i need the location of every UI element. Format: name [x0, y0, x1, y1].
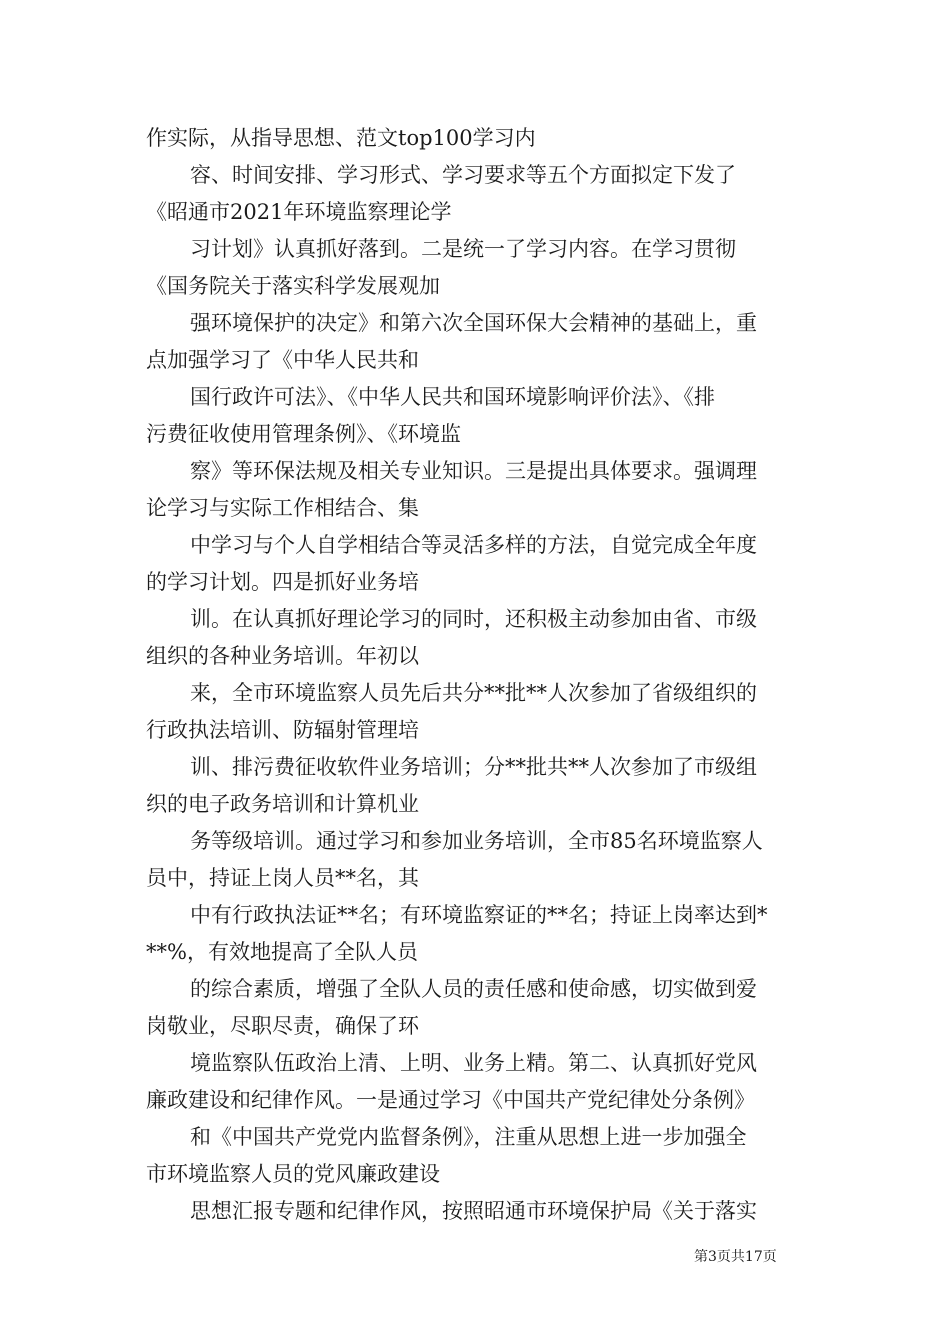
text-line: 习计划》认真抓好落到。二是统一了学习内容。在学习贯彻: [190, 237, 736, 261]
text-line: 岗敬业，尽职尽责，确保了环: [146, 1014, 419, 1038]
text-line: 的学习计划。四是抓好业务培: [146, 570, 419, 594]
text-line: 容、时间安排、学习形式、学习要求等五个方面拟定下发了: [190, 163, 736, 187]
text-line: 的综合素质，增强了全队人员的责任感和使命感，切实做到爱: [190, 977, 757, 1001]
text-line: 强环境保护的决定》和第六次全国环保大会精神的基础上，重: [190, 311, 757, 335]
text-line: 国行政许可法》、《中华人民共和国环境影响评价法》、《排: [190, 385, 715, 409]
text-line: **%，有效地提高了全队人员: [146, 940, 418, 964]
text-line: 察》等环保法规及相关专业知识。三是提出具体要求。强调理: [190, 459, 757, 483]
text-line: 织的电子政务培训和计算机业: [146, 792, 419, 816]
text-line: 《国务院关于落实科学发展观加: [146, 274, 440, 298]
page-number-footer: 第3页共17页: [694, 1249, 777, 1265]
text-line: 员中，持证上岗人员**名，其: [146, 866, 419, 890]
text-line: 思想汇报专题和纪律作风，按照昭通市环境保护局《关于落实: [190, 1199, 757, 1223]
text-line: 务等级培训。通过学习和参加业务培训，全市85名环境监察人: [190, 829, 763, 853]
text-line: 点加强学习了《中华人民共和: [146, 348, 419, 372]
text-line: 市环境监察人员的党风廉政建设: [146, 1162, 440, 1186]
text-line: 组织的各种业务培训。年初以: [146, 644, 419, 668]
text-line: 作实际，从指导思想、范文top100学习内: [146, 126, 536, 150]
text-line: 训、排污费征收软件业务培训；分**批共**人次参加了市级组: [190, 755, 757, 779]
text-line: 污费征收使用管理条例》、《环境监: [146, 422, 461, 446]
text-line: 《昭通市2021年环境监察理论学: [146, 200, 452, 224]
body-text: [146, 120, 826, 1230]
text-line: 和《中国共产党党内监督条例》，注重从思想上进一步加强全: [190, 1125, 747, 1149]
text-line: 来，全市环境监察人员先后共分**批**人次参加了省级组织的: [190, 681, 757, 705]
text-line: 中学习与个人自学相结合等灵活多样的方法，自觉完成全年度: [190, 533, 757, 557]
text-line: 境监察队伍政治上清、上明、业务上精。第二、认真抓好党风: [190, 1051, 757, 1075]
text-line: 行政执法培训、防辐射管理培: [146, 718, 419, 742]
text-line: 中有行政执法证**名；有环境监察证的**名；持证上岗率达到*: [190, 903, 768, 927]
text-line: 论学习与实际工作相结合、集: [146, 496, 419, 520]
text-line: 廉政建设和纪律作风。一是通过学习《中国共产党纪律处分条例》: [146, 1088, 755, 1112]
text-line: 训。在认真抓好理论学习的同时，还积极主动参加由省、市级: [190, 607, 757, 631]
